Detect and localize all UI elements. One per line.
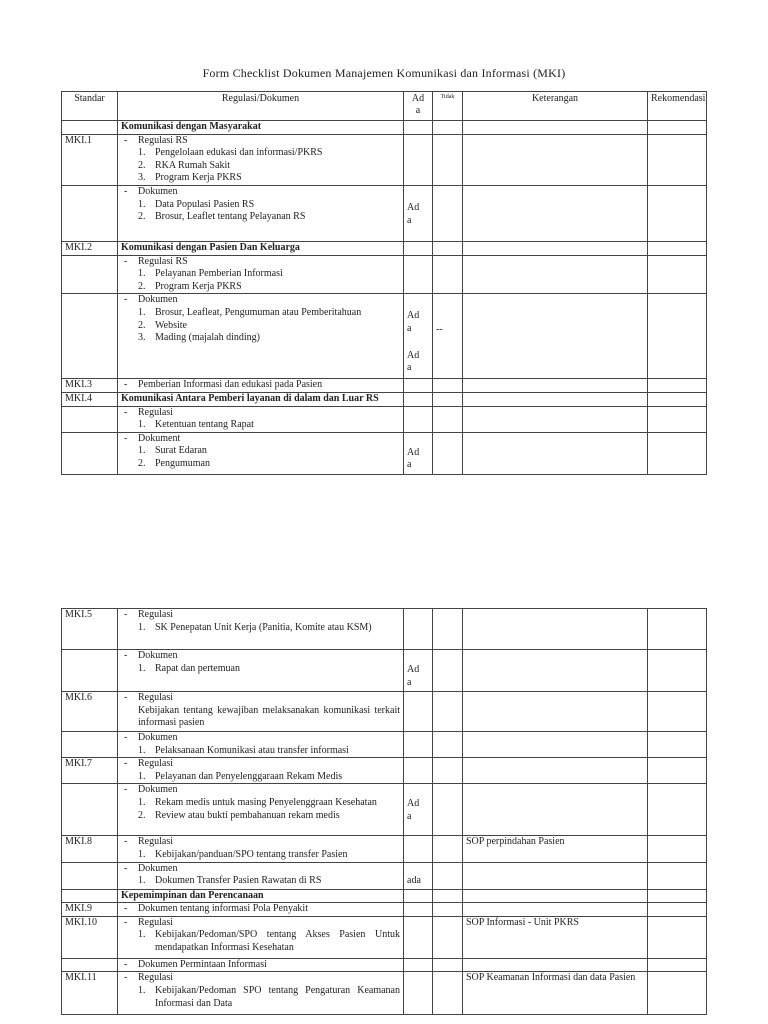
list-item: Program Kerja PKRS xyxy=(155,280,242,292)
list-item: Pelayanan Pemberian Informasi xyxy=(155,268,283,280)
list-item: Pelayanan dan Penyelenggaraan Rekam Medis xyxy=(155,770,343,782)
standar-code: MKI.4 xyxy=(62,392,118,406)
section-label: - Pemberian Informasi dan edukasi pada Pasien xyxy=(121,379,400,392)
list-item: SK Penepatan Unit Kerja (Panitia, Komite atau KSM) xyxy=(155,621,372,633)
table-header-row xyxy=(62,92,707,121)
section-label: - Regulasi xyxy=(121,407,400,420)
ada-mark: Ad a xyxy=(404,784,433,836)
table-row xyxy=(62,784,707,836)
section-label: - Regulasi xyxy=(121,917,400,930)
table-row xyxy=(62,255,707,294)
regulasi-cell: - Regulasi RS 1. Pengelolaan edukasi dan informasi/PKRS 2. RKA Rumah Sakit 3. Program Kerja PKRS xyxy=(118,134,404,185)
standar-code: MKI.3 xyxy=(62,379,118,393)
list-item: Mading (majalah dinding) xyxy=(155,332,260,344)
table-row xyxy=(62,406,707,432)
section-label: - Regulasi xyxy=(121,692,400,705)
section-label: - Dokumen xyxy=(121,732,400,745)
table-row xyxy=(62,862,707,889)
section-label: - Dokumen xyxy=(121,784,400,797)
group-heading: Kepemimpinan dan Perencanaan xyxy=(118,889,404,903)
group-heading: Komunikasi Antara Pemberi layanan di dalam dan Luar RS xyxy=(118,392,404,406)
checklist-table-part2 xyxy=(61,608,707,1015)
regulasi-cell: - Dokumen 1. Rekam medis untuk masing Penyelenggraan Kesehatan 2. Review atau bukti pembahanuan rekam medis xyxy=(118,784,404,836)
table-row xyxy=(62,732,707,758)
group-row xyxy=(62,392,707,406)
table-row xyxy=(62,758,707,784)
table-row xyxy=(62,650,707,692)
table-row xyxy=(62,432,707,474)
group-row xyxy=(62,121,707,135)
regulasi-cell: - Dokumen 1. Pelaksanaan Komunikasi atau transfer informasi xyxy=(118,732,404,758)
table-row xyxy=(62,185,707,241)
standar-code: MKI.10 xyxy=(62,916,118,958)
regulasi-cell: - Dokumen 1. Brosur, Leafleat, Pengumuman atau Pemberitahuan 2. Website 3. Mading (majalah dinding) xyxy=(118,294,404,379)
regulasi-cell xyxy=(118,958,404,972)
tidak-mark: -- xyxy=(433,294,463,379)
table-row xyxy=(62,916,707,958)
header-rekomendasi: Rekomendasi xyxy=(648,92,707,121)
regulasi-cell: - Regulasi 1. Kebijakan/Pedoman/SPO tentang Akses Pasien Untuk mendapatkan Informasi Kesehatan xyxy=(118,916,404,958)
section-label: - Regulasi RS xyxy=(121,135,400,148)
list-item: Pelaksanaan Komunikasi atau transfer informasi xyxy=(155,744,349,756)
list-item: Surat Edaran xyxy=(155,445,207,457)
regulasi-cell: - Dokumen 1. Dokumen Transfer Pasien Rawatan di RS xyxy=(118,862,404,889)
section-label: - Regulasi xyxy=(121,758,400,771)
standar-code: MKI.6 xyxy=(62,692,118,732)
group-heading: Komunikasi dengan Masyarakat xyxy=(118,121,404,135)
list-item: Kebijakan/Pedoman/SPO tentang Akses Pasien Untuk mendapatkan Informasi Kesehatan xyxy=(155,929,400,953)
document-title: Form Checklist Dokumen Manajemen Komunikasi dan Informasi (MKI) xyxy=(202,66,566,80)
list-item: Review atau bukti pembahanuan rekam medis xyxy=(155,809,340,821)
regulasi-cell: - Regulasi 1. Pelayanan dan Penyelenggaraan Rekam Medis xyxy=(118,758,404,784)
keterangan-text: SOP perpindahan Pasien xyxy=(463,836,648,862)
group-row xyxy=(62,889,707,903)
regulasi-cell xyxy=(118,379,404,393)
list-item: Website xyxy=(155,319,187,331)
ada-mark: ada xyxy=(404,862,433,889)
table-row xyxy=(62,958,707,972)
table-row xyxy=(62,972,707,1015)
list-item: Program Kerja PKRS xyxy=(155,172,242,184)
list-item: Data Populasi Pasien RS xyxy=(155,198,255,210)
regulasi-cell: - Regulasi RS 1. Pelayanan Pemberian Informasi 2. Program Kerja PKRS xyxy=(118,255,404,294)
standar-code: MKI.2 xyxy=(62,241,118,255)
table-row xyxy=(62,379,707,393)
table-row xyxy=(62,134,707,185)
section-label: - Dokumen xyxy=(121,650,400,663)
ada-mark: Ad a xyxy=(404,185,433,241)
policy-text: Kebijakan tentang kewajiban melaksanakan komunikasi terkait informasi pasien xyxy=(138,704,400,729)
ada-mark: Ad a xyxy=(404,650,433,692)
ada-mark: Ad a xyxy=(407,349,420,374)
regulasi-cell: - Regulasi 1. SK Penepatan Unit Kerja (Panitia, Komite atau KSM) xyxy=(118,609,404,650)
section-label: - Dokument xyxy=(121,433,400,446)
header-tidak: Tidak xyxy=(433,92,463,121)
table-row xyxy=(62,903,707,917)
regulasi-cell: - Regulasi 1. Kebijakan/panduan/SPO tentang transfer Pasien xyxy=(118,836,404,862)
section-label: - Regulasi xyxy=(121,836,400,849)
regulasi-cell xyxy=(118,692,404,732)
regulasi-cell: - Regulasi 1. Ketentuan tentang Rapat xyxy=(118,406,404,432)
regulasi-cell xyxy=(118,903,404,917)
ada-cell xyxy=(404,294,433,379)
section-label: - Regulasi RS xyxy=(121,256,400,269)
checklist-table-part1 xyxy=(61,91,707,475)
list-item: Rekam medis untuk masing Penyelenggraan Kesehatan xyxy=(155,796,377,808)
header-keterangan: Keterangan xyxy=(463,92,648,121)
standar-code: MKI.11 xyxy=(62,972,118,1015)
section-label: - Dokumen tentang informasi Pola Penyakit xyxy=(121,903,400,916)
list-item: Kebijakan/Pedoman SPO tentang Pengaturan Keamanan Informasi dan Data xyxy=(155,984,400,1009)
regulasi-cell: - Dokumen 1. Rapat dan pertemuan xyxy=(118,650,404,692)
standar-code: MKI.1 xyxy=(62,134,118,185)
standar-code: MKI.5 xyxy=(62,609,118,650)
table-row xyxy=(62,836,707,862)
list-item: RKA Rumah Sakit xyxy=(155,159,231,171)
section-label: - Regulasi xyxy=(121,972,400,985)
list-item: Brosur, Leaflet tentang Pelayanan RS xyxy=(155,211,306,223)
section-label: - Dokumen xyxy=(121,863,400,876)
keterangan-text: SOP Informasi - Unit PKRS xyxy=(463,916,648,958)
standar-code: MKI.9 xyxy=(62,903,118,917)
standar-code: MKI.8 xyxy=(62,836,118,862)
regulasi-cell: - Regulasi 1. Kebijakan/Pedoman SPO tentang Pengaturan Keamanan Informasi dan Data xyxy=(118,972,404,1015)
header-regulasi: Regulasi/Dokumen xyxy=(118,92,404,121)
section-label: - Dokumen Permintaan Informasi xyxy=(121,959,400,972)
header-ada: Ad a xyxy=(404,92,433,121)
keterangan-text: SOP Keamanan Informasi dan data Pasien xyxy=(463,972,648,1015)
list-item: Kebijakan/panduan/SPO tentang transfer Pasien xyxy=(155,848,348,860)
list-item: Ketentuan tentang Rapat xyxy=(155,419,254,431)
section-label: - Dokumen xyxy=(121,186,400,199)
regulasi-cell: - Dokumen 1. Data Populasi Pasien RS 2. Brosur, Leaflet tentang Pelayanan RS xyxy=(118,185,404,241)
list-item: Brosur, Leafleat, Pengumuman atau Pemberitahuan xyxy=(155,306,362,318)
section-label: - Regulasi xyxy=(121,609,400,622)
header-standar: Standar xyxy=(62,92,118,121)
regulasi-cell: - Dokument 1. Surat Edaran 2. Pengumuman xyxy=(118,432,404,474)
list-item: Pengelolaan edukasi dan informasi/PKRS xyxy=(155,147,323,159)
section-label: - Dokumen xyxy=(121,294,400,307)
table-row xyxy=(62,692,707,732)
table-row xyxy=(62,609,707,650)
list-item: Dokumen Transfer Pasien Rawatan di RS xyxy=(155,875,322,887)
ada-mark: Ad a xyxy=(407,310,420,334)
standar-code: MKI.7 xyxy=(62,758,118,784)
ada-mark: Ad a xyxy=(404,432,433,474)
group-row xyxy=(62,241,707,255)
list-item: Pengumuman xyxy=(155,457,210,469)
group-heading: Komunikasi dengan Pasien Dan Keluarga xyxy=(118,241,404,255)
list-item: Rapat dan pertemuan xyxy=(155,662,240,674)
table-row xyxy=(62,294,707,379)
